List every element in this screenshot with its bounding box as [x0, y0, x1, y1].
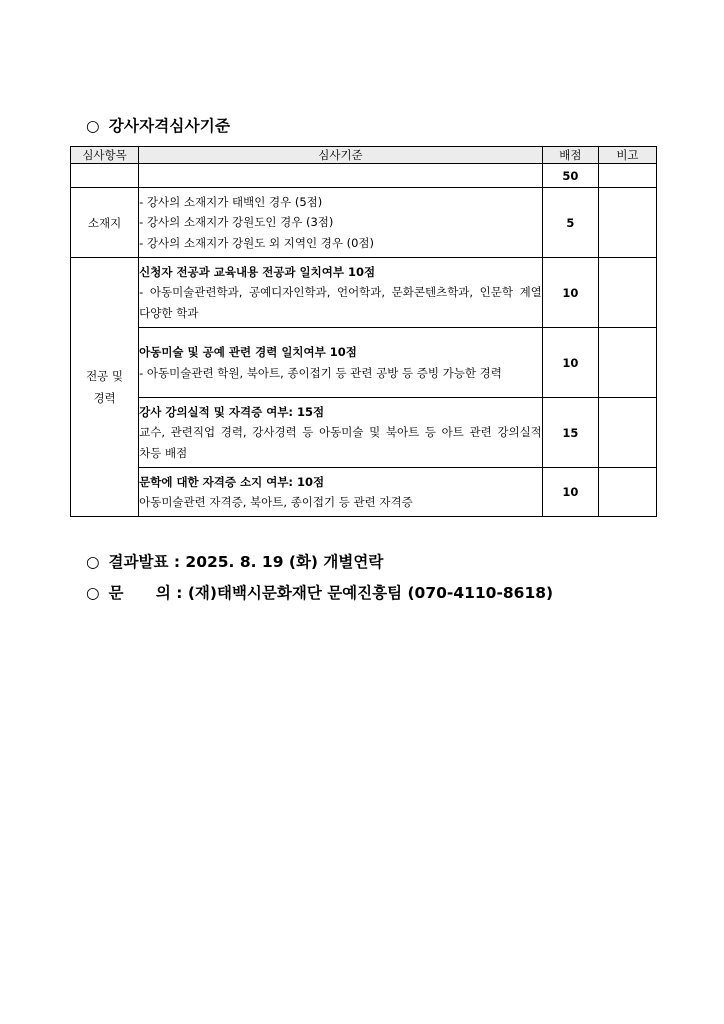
criteria-title: 강사 강의실적 및 자격증 여부: 15점 [139, 404, 325, 419]
criteria-title: 아동미술 및 공예 관련 경력 일치여부 10점 [139, 345, 357, 359]
total-score: 50 [542, 164, 598, 188]
table-row [71, 188, 657, 258]
row-criteria-location [139, 188, 543, 258]
total-criteria-cell [139, 164, 543, 188]
row-score-major: 10 [542, 258, 598, 328]
table-row [71, 398, 657, 468]
table-row [71, 468, 657, 517]
inquiry-contact [86, 581, 553, 603]
total-item-cell [71, 164, 139, 188]
row-criteria-lecture-record [139, 398, 543, 468]
criteria-body: 교수, 관련직업 경력, 강사경력 등 아동미술 및 북아트 등 아트 관련 강의실적 차등 배점 [139, 425, 542, 460]
header-criteria: 심사기준 [139, 147, 543, 164]
section-title: 강사자격심사기준 [108, 117, 231, 135]
row-criteria-literature-cert [139, 468, 543, 517]
inquiry-contact-text: 문 의 : (재)태백시문화재단 문예진흥팀 (070-4110-8618) [108, 584, 554, 602]
row-criteria-art-experience [139, 328, 543, 398]
criteria-title: 신청자 전공과 교육내용 전공과 일치여부 10점 [139, 264, 376, 279]
criteria-body: 아동미술관련 자격증, 북아트, 종이접기 등 관련 자격증 [139, 495, 413, 509]
criteria-line: - 강사의 소재지가 태백인 경우 (5점) [139, 194, 323, 209]
row-note-art-experience [598, 328, 656, 398]
row-criteria-major [139, 258, 543, 328]
row-score-location: 5 [542, 188, 598, 258]
career-item-label-line1: 전공 및 [86, 369, 124, 383]
circle-bullet-icon: ○ [86, 584, 100, 602]
row-note-literature-cert [598, 468, 656, 517]
header-item: 심사항목 [71, 147, 139, 164]
criteria-body: - 아동미술관련학과, 공예디자인학과, 언어학과, 문화콘텐츠학과, 인문학 계열 다양한 학과 [139, 285, 542, 320]
row-score-art-experience: 10 [542, 328, 598, 398]
result-announcement-text: 결과발표 : 2025. 8. 19 (화) 개별연락 [108, 553, 384, 571]
section-heading [86, 114, 230, 136]
criteria-body: - 아동미술관련 학원, 북아트, 종이접기 등 관련 공방 등 증빙 가능한 경력 [139, 365, 502, 380]
criteria-table [70, 146, 657, 517]
header-score: 배점 [542, 147, 598, 164]
criteria-title: 문학에 대한 자격증 소지 여부: 10점 [139, 474, 325, 489]
row-note-major [598, 258, 656, 328]
header-note: 비고 [598, 147, 656, 164]
row-item-career [71, 258, 139, 517]
row-item-location: 소재지 [71, 188, 139, 258]
career-item-label-line2: 경력 [93, 391, 116, 405]
table-row [71, 258, 657, 328]
criteria-line: - 강사의 소재지가 강원도 외 지역인 경우 (0점) [139, 235, 374, 250]
result-announcement [86, 550, 383, 572]
criteria-line: - 강사의 소재지가 강원도인 경우 (3점) [139, 215, 334, 230]
table-row [71, 328, 657, 398]
circle-bullet-icon: ○ [86, 117, 100, 135]
row-note-location [598, 188, 656, 258]
row-score-literature-cert: 10 [542, 468, 598, 517]
total-row [71, 164, 657, 188]
row-score-lecture-record: 15 [542, 398, 598, 468]
circle-bullet-icon: ○ [86, 553, 100, 571]
row-note-lecture-record [598, 398, 656, 468]
table-header-row [71, 147, 657, 164]
total-note-cell [598, 164, 656, 188]
